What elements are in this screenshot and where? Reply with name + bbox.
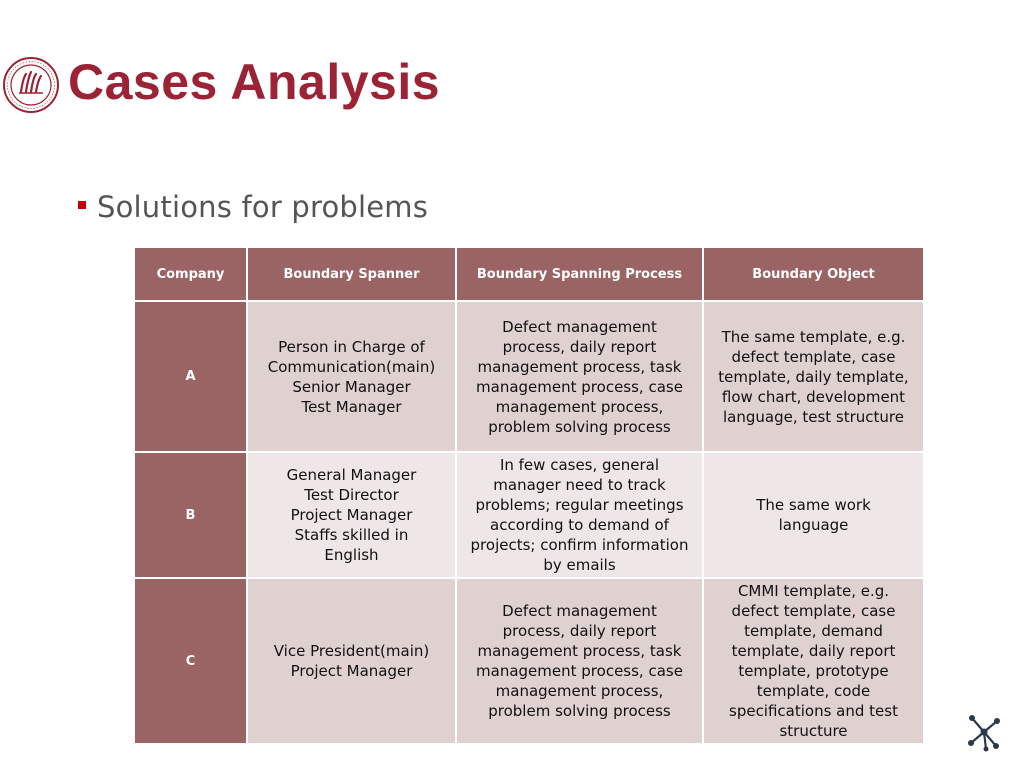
university-seal-icon (2, 56, 60, 114)
spanner-cell: General Manager Test Director Project Manager Staffs skilled in English (247, 452, 456, 578)
table-row (134, 301, 924, 452)
process-cell: In few cases, general manager need to track problems; regular meetings according to demand of projects; confirm information by emails (456, 452, 703, 578)
square-bullet-icon (78, 201, 86, 209)
header-boundary-spanner: Boundary Spanner (247, 247, 456, 301)
company-cell: B (134, 452, 247, 578)
header-boundary-spanning-process: Boundary Spanning Process (456, 247, 703, 301)
table-row (134, 578, 924, 744)
spanner-cell: Vice President(main) Project Manager (247, 578, 456, 744)
page-title: Cases Analysis (68, 54, 441, 110)
process-cell: Defect management process, daily report management process, task management process, case management process, problem solving process (456, 578, 703, 744)
spanner-cell: Person in Charge of Communication(main) Senior Manager Test Manager (247, 301, 456, 452)
company-cell: C (134, 578, 247, 744)
process-cell: Defect management process, daily report management process, task management process, case management process, problem solving process (456, 301, 703, 452)
cases-table (133, 246, 925, 745)
table-header-row (134, 247, 924, 301)
bullet-item (78, 190, 428, 224)
object-cell: The same work language (703, 452, 924, 578)
table-row (134, 452, 924, 578)
header-company: Company (134, 247, 247, 301)
network-nodes-icon (966, 712, 1002, 752)
bullet-text: Solutions for problems (97, 190, 429, 224)
object-cell: CMMI template, e.g. defect template, case template, demand template, daily report template, prototype template, code specifications and test structure (703, 578, 924, 744)
header-boundary-object: Boundary Object (703, 247, 924, 301)
company-cell: A (134, 301, 247, 452)
object-cell: The same template, e.g. defect template, case template, daily template, flow chart, development language, test structure (703, 301, 924, 452)
